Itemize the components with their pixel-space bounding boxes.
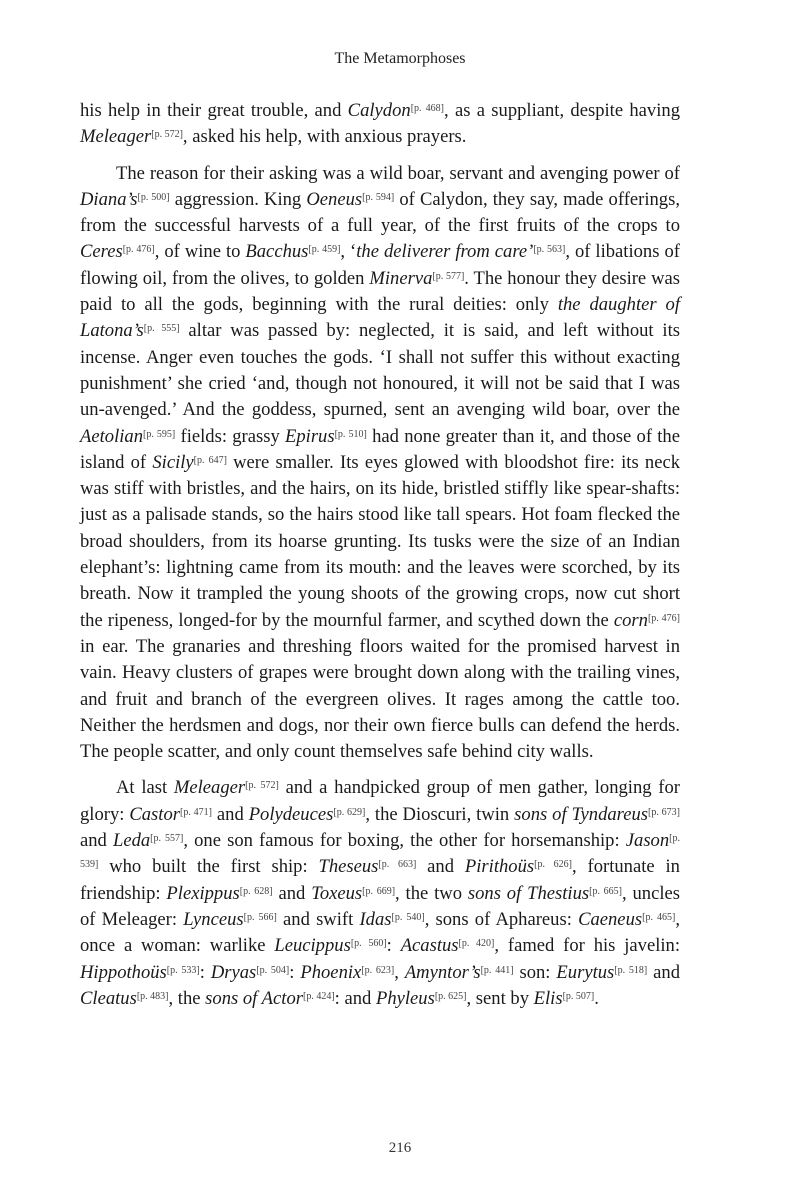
page-reference-link[interactable]: [p. 420] [458,938,495,950]
text-run: had none greater than it, and those of the island of [80,425,680,473]
page-reference-link[interactable]: [p. 441] [480,964,514,976]
text-run: , sent by [466,987,534,1009]
text-run: At last [116,777,174,799]
page-reference-link[interactable]: [p. 626] [534,859,573,871]
italic-name: sons of Tyndareus [514,803,649,825]
page-reference-link[interactable]: [p. 563] [533,244,566,256]
italic-name: Sicily [152,451,194,473]
text-run: : [199,961,211,983]
text-run: , ‘ [340,241,357,263]
page-reference-link[interactable]: [p. 476] [647,612,680,624]
page-reference-link[interactable]: [p. 500] [137,191,170,203]
page-reference-link[interactable]: [p. 629] [333,806,366,818]
italic-name: the deliverer from care’ [356,241,534,263]
text-run: fields: grassy [175,425,285,447]
italic-name: Caeneus [578,908,643,930]
page-reference-link[interactable]: [p. 594] [362,191,395,203]
page-reference-link[interactable]: [p. 557] [150,833,184,845]
italic-name: corn [613,609,648,631]
italic-name: Dryas [210,961,257,983]
page-reference-link[interactable]: [p. 539] [80,833,680,871]
italic-name: Diana’s [80,188,138,210]
page-reference-link[interactable]: [p. 540] [391,911,425,923]
italic-name: Eurytus [556,961,615,983]
text-run: , sons of Aphareus: [424,908,579,930]
page-reference-link[interactable]: [p. 595] [143,428,176,440]
page-reference-link[interactable]: [p. 468] [410,103,444,114]
italic-name: Epirus [285,425,335,447]
text-run: and [416,856,465,878]
page-reference-link[interactable]: [p. 572] [245,780,279,792]
paragraph [80,775,680,1012]
page-reference-link[interactable]: [p. 647] [193,454,227,466]
text-run: , once a woman: warlike [80,908,680,957]
text-run: , famed for his javelin: [494,935,680,957]
paragraph [80,98,680,151]
page-reference-link[interactable]: [p. 465] [642,911,676,923]
body-text [80,98,680,1022]
italic-name: Phyleus [375,987,435,1009]
text-run: , the [168,987,206,1009]
italic-name: Amyntor’s [404,961,481,983]
italic-name: Cleatus [80,987,137,1009]
text-run: aggression. King [169,188,307,210]
italic-name: Polydeuces [248,803,334,825]
italic-name: Bacchus [245,241,309,263]
page-reference-link[interactable]: [p. 663] [378,859,417,871]
italic-name: Meleager [80,126,152,148]
text-run: . The honour they desire was paid to all the gods, beginning with the rural deities: only [80,267,680,316]
italic-name: Minerva [369,267,433,289]
page-reference-link[interactable]: [p. 518] [614,964,648,976]
text-run: : [289,961,301,983]
page-reference-link[interactable]: [p. 471] [180,806,212,818]
italic-name: Castor [129,803,180,825]
italic-name: Leucippus [274,935,351,957]
italic-name: Hippothoüs [80,961,167,983]
paragraph [80,161,680,766]
page-reference-link[interactable]: [p. 577] [432,270,465,282]
page-reference-link[interactable]: [p. 424] [302,990,335,1002]
text-run: who built the first ship: [98,856,319,878]
text-run: in ear. The granaries and threshing floors waited for the promised harvest in vain. Heavy clusters of grapes were brought down along with the trailing vines, and fruit and branch of the evergreen olives. It rages among the cattle too. Neither the herdsmen and dogs, nor their own fierce bulls can defend the herds. The people scatter, and only count themselves safe behind city walls. [80,635,680,763]
page-reference-link[interactable]: [p. 560] [350,938,387,950]
text-run: , as a suppliant, despite having [444,100,680,121]
italic-name: sons of Actor [205,987,303,1009]
italic-name: Phoenix [300,961,362,983]
text-run: and [647,961,680,983]
page-reference-link[interactable]: [p. 669] [362,885,396,897]
italic-name: Meleager [173,777,246,799]
text-run: . [594,987,599,1009]
text-run: were smaller. Its eyes glowed with bloodshot fire: its neck was stiff with bristles, and the hairs, on its hide, bristled stiffly like spear-shafts: just as a palisade stands, so the hairs stood like tall spears. Hot foam flecked the broad shoulders, from its hoarse grunting. Its tusks were the size of an Indian elephant’s: lightning came from its mouth: and the leaves were scorched, by its breath. Now it trampled the young shoots of the growing crops, now cut short the ripeness, longed-for by the mournful farmer, and scythed down the [80,451,680,631]
page-reference-link[interactable]: [p. 483] [136,990,169,1002]
text-run: and swift [276,908,360,930]
text-run: , the Dioscuri, twin [365,803,515,825]
italic-name: Leda [112,830,151,852]
text-run: and [211,803,249,825]
text-run: The reason for their asking was a wild boar, servant and avenging power of [116,162,680,184]
text-run: his help in their great trouble, and [80,100,348,121]
text-run: of Calydon, they say, made offerings, from the successful harvests of a full year, of the first fruits of the crops to [80,188,680,237]
page-reference-link[interactable]: [p. 507] [562,990,595,1002]
italic-name: Calydon [347,100,411,121]
page-reference-link[interactable]: [p. 628] [239,885,273,897]
text-run: , one son famous for boxing, the other for horsemanship: [183,830,626,852]
italic-name: Ceres [80,241,123,263]
text-run: and [80,830,113,852]
page-reference-link[interactable]: [p. 673] [648,806,680,818]
text-run: altar was passed by: neglected, it is said, and left without its incense. Anger even touches the gods. ‘I shall not suffer this without exacting punishment’ she cried ‘and, though not honoured, it will not be said that I was un-avenged.’ And the goddess, spurned, sent an avenging wild boar, over the [80,320,680,421]
page-reference-link[interactable]: [p. 566] [243,911,277,923]
page-reference-link[interactable]: [p. 665] [589,885,622,897]
page-reference-link[interactable]: [p. 623] [361,964,395,976]
italic-name: Idas [359,908,392,930]
page-reference-link[interactable]: [p. 555] [143,323,180,335]
italic-name: the daughter of Latona’s [80,294,680,342]
text-run: , fortunate in friendship: [80,856,680,904]
italic-name: sons of Thestius [467,882,590,904]
italic-name: Plexippus [166,882,240,904]
text-run: and [272,882,312,904]
italic-name: Pirithoüs [464,856,535,878]
italic-name: Lynceus [183,908,244,930]
page-reference-link[interactable]: [p. 504] [256,964,290,976]
text-run: , [394,961,405,983]
page-reference-link[interactable]: [p. 459] [308,244,341,256]
text-run: : [386,935,401,957]
page-number: 216 [388,1140,412,1156]
text-run: and a handpicked group of men gather, longing for glory: [80,777,680,825]
italic-name: Theseus [318,856,379,878]
italic-name: Toxeus [311,882,363,904]
italic-name: Oeneus [306,188,363,210]
text-run: son: [513,961,557,983]
text-run: , asked his help, with anxious prayers. [182,126,467,148]
text-run: , the two [395,882,468,904]
text-run: , uncles of Meleager: [80,882,680,930]
text-run: , of wine to [154,241,246,263]
italic-name: Aetolian [80,425,143,447]
page-reference-link[interactable]: [p. 572] [151,129,183,141]
page-reference-link[interactable]: [p. 476] [122,244,155,256]
page-reference-link[interactable]: [p. 625] [434,990,467,1002]
italic-name: Jason [625,830,670,852]
text-run: : and [334,987,376,1009]
text-run: , of libations of flowing oil, from the olives, to golden [80,241,680,289]
italic-name: Elis [533,987,563,1009]
page-reference-link[interactable]: [p. 510] [334,428,367,440]
italic-name: Acastus [400,935,459,957]
running-header: The Metamorphoses [334,50,466,67]
page-reference-link[interactable]: [p. 533] [166,964,200,976]
